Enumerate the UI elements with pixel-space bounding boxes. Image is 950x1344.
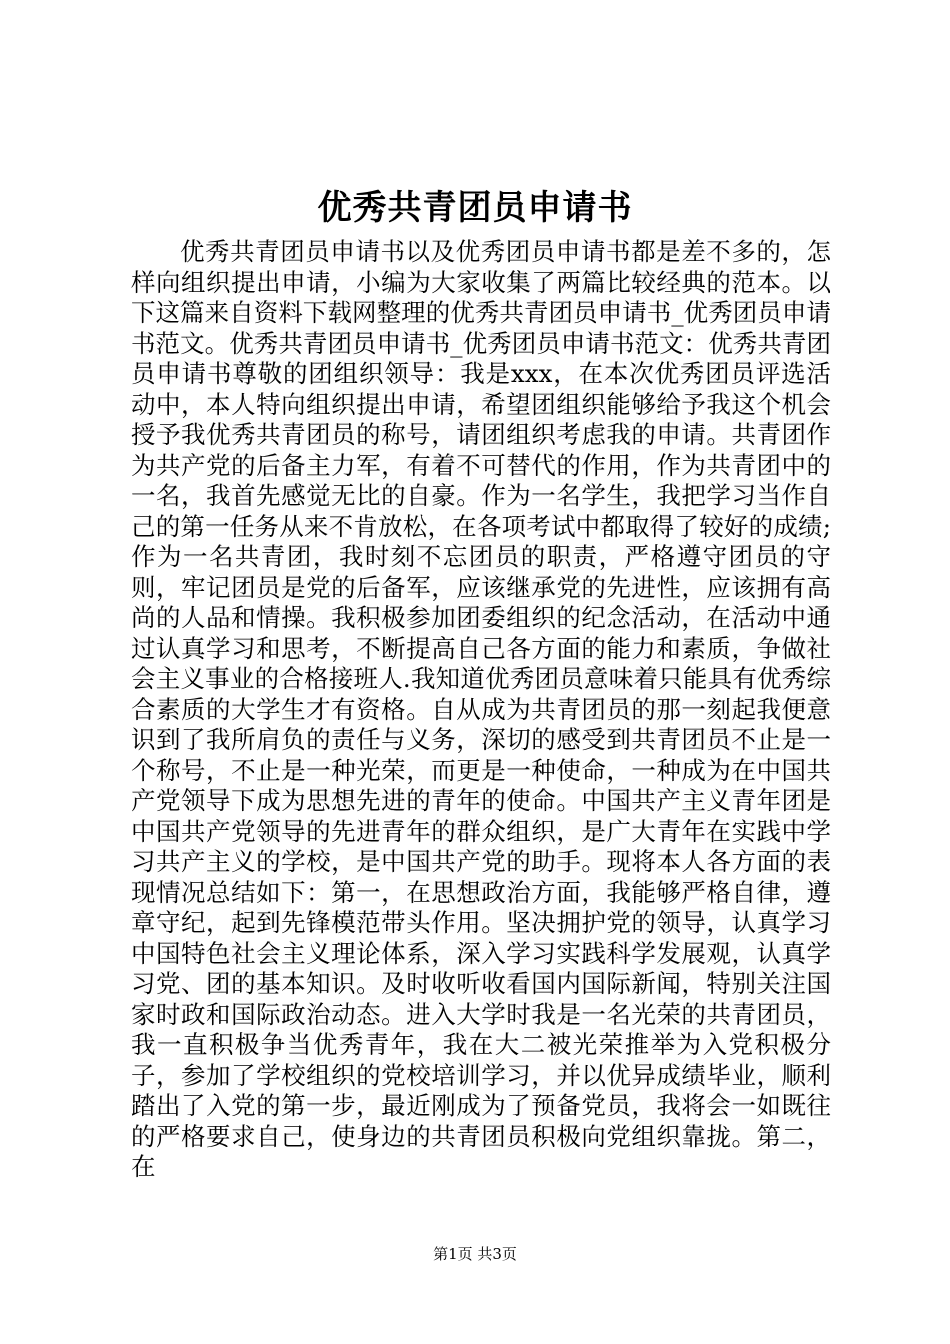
document-body: 优秀共青团员申请书以及优秀团员申请书都是差不多的，怎样向组织提出申请，小编为大家收集了两篇比较经典的范本。以下这篇来自资料下载网整理的优秀共青团员申请书_优秀团员申请书范文。优秀共青团员申请书_优秀团员申请书范文：优秀共青团员申请书尊敬的团组织领导：我是xxx，在本次优秀团员评选活动中，本人特向组织提出申请，希望团组织能够给予我这个机会授予我优秀共青团员的称号，请团组织考虑我的申请。共青团作为共产党的后备主力军，有着不可替代的作用，作为共青团中的一名，我首先感觉无比的自豪。作为一名学生，我把学习当作自己的第一任务从来不肯放松，在各项考试中都取得了较好的成绩;作为一名共青团，我时刻不忘团员的职责，严格遵守团员的守则，牢记团员是党的后备军，应该继承党的先进性，应该拥有高尚的人品和情操。我积极参加团委组织的纪念活动，在活动中通过认真学习和思考，不断提高自己各方面的能力和素质，争做社会主义事业的合格接班人.我知道优秀团员意味着只能具有优秀综合素质的大学生才有资格。自从成为共青团员的那一刻起我便意识到了我所肩负的责任与义务，深切的感受到共青团员不止是一个称号，不止是一种光荣，而更是一种使命，一种成为在中国共产党领导下成为思想先进的青年的使命。中国共产主义青年团是中国共产党领导的先进青年的群众组织，是广大青年在实践中学习共产主义的学校，是中国共产党的助手。现将本人各方面的表现情况总结如下：第一，在思想政治方面，我能够严格自律，遵章守纪，起到先锋模范带头作用。坚决拥护党的领导，认真学习中国特色社会主义理论体系，深入学习实践科学发展观，认真学习党、团的基本知识。及时收听收看国内国际新闻，特别关注国家时政和国际政治动态。进入大学时我是一名光荣的共青团员，我一直积极争当优秀青年，我在大二被光荣推举为入党积极分子，参加了学校组织的党校培训学习，并以优异成绩毕业，顺利踏出了入党的第一步，最近刚成为了预备党员，我将会一如既往的严格要求自己，使身边的共青团员积极向党组织靠拢。第二，在	[131, 237, 831, 1181]
page-footer: 第1页 共3页	[433, 1245, 517, 1263]
document-title: 优秀共青团员申请书	[317, 188, 633, 228]
